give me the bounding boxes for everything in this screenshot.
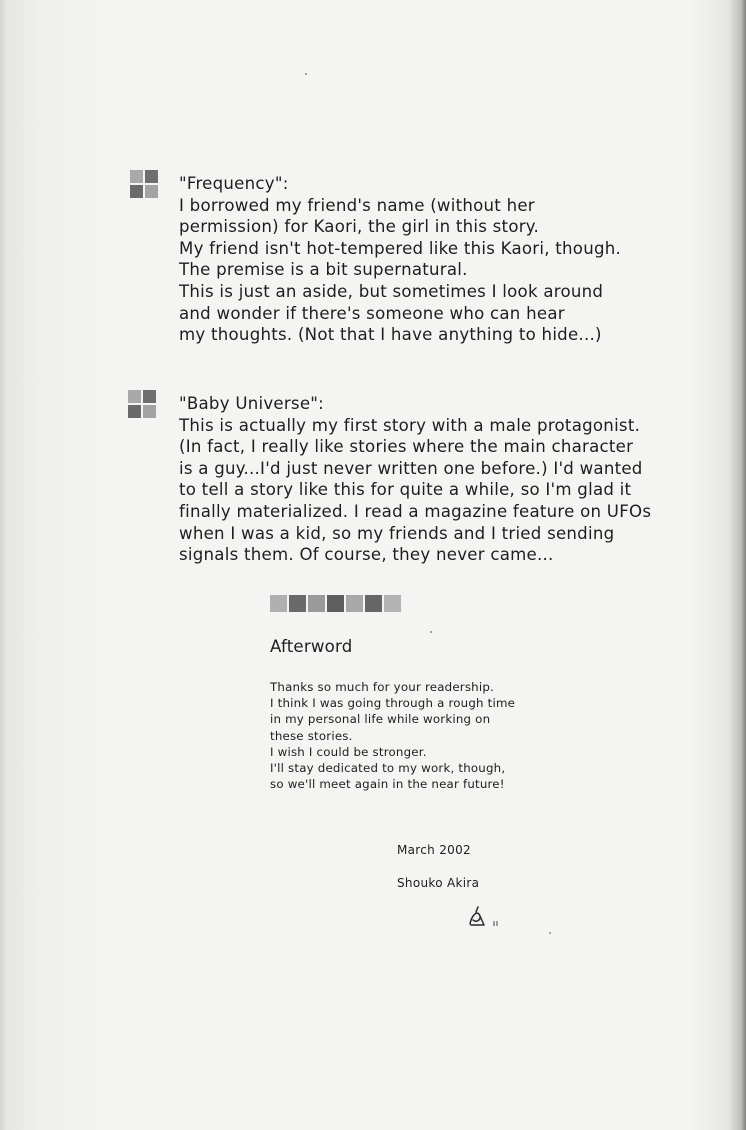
page-left-edge xyxy=(0,0,8,1130)
square-bullet-icon xyxy=(130,170,160,200)
afterword-line: I'll stay dedicated to my work, though, xyxy=(270,761,506,776)
page-right-edge xyxy=(740,0,746,1130)
afterword-line: these stories. xyxy=(270,728,353,743)
afterword-line: I think I was going through a rough time xyxy=(270,696,516,711)
afterword-line: in my personal life while working on xyxy=(270,712,491,727)
afterword-line: Thanks so much for your readership. xyxy=(270,680,494,694)
section-line: This is actually my first story with a male protagonist. xyxy=(179,415,641,435)
section-baby-universe xyxy=(179,393,652,566)
square-bullet-icon xyxy=(128,390,158,420)
afterword-body xyxy=(270,679,515,792)
section-line: I borrowed my friend's name (without her xyxy=(179,195,535,215)
section-line: The premise is a bit supernatural. xyxy=(179,260,468,280)
decorative-divider xyxy=(270,595,425,613)
afterword-title: Afterword xyxy=(270,637,353,656)
section-line: permission) for Kaori, the girl in this story. xyxy=(179,217,540,237)
section-line: finally materialized. I read a magazine feature on UFOs xyxy=(179,501,652,521)
section-line: to tell a story like this for quite a while, so I'm glad it xyxy=(179,480,632,500)
section-line: My friend isn't hot-tempered like this Kaori, though. xyxy=(179,238,622,258)
section-line: and wonder if there's someone who can hear xyxy=(179,303,565,323)
afterword-line: I wish I could be stronger. xyxy=(270,744,427,759)
section-line: This is just an aside, but sometimes I look around xyxy=(179,281,604,301)
afterword-line: so we'll meet again in the near future! xyxy=(270,777,505,792)
doodle-icon xyxy=(466,906,506,930)
section-frequency xyxy=(179,173,649,346)
paper-speck xyxy=(305,73,307,75)
section-line: signals them. Of course, they never came... xyxy=(179,545,554,565)
section-title: "Baby Universe": xyxy=(179,394,325,413)
section-line: my thoughts. (Not that I have anything to hide...) xyxy=(179,325,602,345)
author-signature: Shouko Akira xyxy=(397,876,480,890)
afterword-date: March 2002 xyxy=(397,843,471,857)
section-line: when I was a kid, so my friends and I tried sending xyxy=(179,523,615,543)
paper-speck xyxy=(430,631,432,633)
paper-speck xyxy=(549,932,551,934)
section-title: "Frequency": xyxy=(179,174,289,193)
section-line: is a guy...I'd just never written one before.) I'd wanted xyxy=(179,458,643,478)
section-line: (In fact, I really like stories where the main character xyxy=(179,437,634,457)
